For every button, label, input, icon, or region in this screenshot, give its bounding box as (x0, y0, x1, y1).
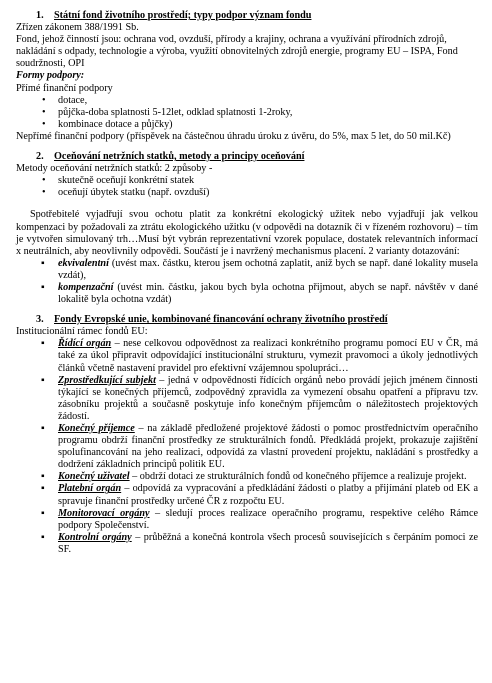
institution-text: – odpovídá za vypracování a předkládání žádosti o platby a přijímání plateb od EK a spravuje finanční prostředky určené ČR z rozpočtu EU. (58, 483, 478, 507)
list-item: • oceňují úbytek statku (např. ovzduší) (16, 187, 478, 199)
institution-term: Platební orgán (58, 483, 122, 495)
institution-term: Konečný uživatel (58, 471, 130, 483)
s2-paragraph: Spotřebitelé vyjadřují svou ochotu platit za konkrétní ekologický užitek nebo vyjadřují jak velkou kompenzaci by požadovali za ztrátu ekologického užitku (v odpovědi na dotazník či v řízeném rozhovoru) – tím je vytvořen simulovaný trh…Musí být vybrán reprezentativní vzorek populace, dostatek relevantních informací x neutrálních, aby neovlivnily odpovědi. Součástí je i navržený mechanismus placení. 2 varianty dotazování: (16, 209, 478, 257)
variant-term: kompenzační (58, 281, 114, 293)
list-item (16, 508, 478, 532)
institution-text: – sledují proces realizace operačního programu, respektive celého Rámce podpory Společenství. (58, 507, 478, 531)
section-1-title: Státní fond životního prostředí; typy podpor význam fondu (54, 10, 312, 21)
variant-term: ekvivalentní (58, 257, 109, 269)
list-item (16, 483, 478, 507)
s2-variant-list (16, 258, 478, 306)
section-2 (16, 151, 478, 306)
s1-line-2: Fond, jehož činností jsou: ochrana vod, ovzduší, přírody a krajiny, ochrana a využívání přírodních zdrojů, nakládání s odpady, technologie a výroba, využití obnovitelných zdrojů energie, programy EU – ISPA, Fond soudržnosti, OPI (16, 34, 458, 70)
institution-term: Monitorovací orgány (58, 507, 150, 519)
institution-term: Konečný příjemce (58, 423, 135, 434)
list-item (16, 258, 478, 282)
list-item: • půjčka-doba splatnosti 5-12let, odklad splatnosti 1-2roky, (16, 107, 478, 119)
section-3-number: 3. (36, 314, 44, 326)
list-item (16, 282, 478, 306)
s2-bullet-list (16, 175, 478, 199)
variant-text: (uvést max. částku, kterou jsem ochotná zaplatit, aniž bych se např. dané lokality musela vzdát), (58, 257, 478, 281)
institution-text: – jedná v odpovědnosti řídících orgánů nebo provádí jejich jménem činnosti týkající se konečných příjemců, zodpovědný zpravidla za vymezení obsahu opatření a přípravu tzv. zásobníku projektů a současně poskytuje info konečným příjemcům o náležitostech projektových žádostí. (58, 374, 478, 422)
s3-institution-list (16, 338, 478, 556)
s3-line-1: Institucionální rámec fondů EU: (16, 326, 148, 338)
section-3 (16, 314, 478, 556)
section-2-title: Oceňování netržních statků, metody a principy oceňování (54, 151, 305, 163)
institution-text: – nese celkovou odpovědnost za realizaci konkrétního programu pomocí EU v ČR, má také za úkol připravit odpovídající institucionální strukturu, vymezit pravomoci a úkoly jednotlivých článků včetně nastavení pravidel pro efektivní vzájemnou spolupráci… (58, 338, 478, 374)
list-item (16, 423, 478, 471)
institution-term: Kontrolní orgány (58, 531, 132, 543)
list-item: • kombinace dotace a půjčky) (16, 119, 478, 131)
s2-line-1: Metody oceňování netržních statků: 2 způsoby - (16, 163, 213, 175)
list-item (16, 375, 478, 423)
institution-term: Zprostředkující subjekt (58, 374, 156, 386)
section-3-title: Fondy Evropské unie, kombinované financování ochrany životního prostředí (54, 314, 388, 326)
list-item (16, 532, 478, 556)
institution-text: – obdrží dotaci ze strukturálních fondů od konečného příjemce a realizuje projekt. (129, 471, 467, 483)
s1-bullet-list (16, 95, 478, 131)
institution-term: Řídící orgán (58, 338, 112, 350)
section-1-heading (36, 10, 478, 22)
list-item (16, 471, 478, 483)
section-2-heading (36, 151, 478, 163)
s1-forms-heading: Formy podpory: (16, 70, 85, 82)
s1-indirect-support: Nepřímé finanční podpory (příspěvek na částečnou úhradu úroku z úvěru, do 5%, max 5 let, do 50 mil.Kč) (16, 130, 451, 142)
s1-line-1: Zřízen zákonem 388/1991 Sb. (16, 22, 139, 34)
institution-text: – na základě předložené projektové žádosti o pomoc prostřednictvím operačního programu obdrží finanční prostředky ze strukturálních fondů. Předkládá projekt, prokazuje zajištění spolufinancování na jeho realizaci, odpovídá za vlastní provedení projektu, nakládání s prostředky a dodržení základních principů politik EU. (58, 423, 478, 471)
variant-text: (uvést min. částku, jakou bych byla ochotna přijmout, abych se např. návštěv v dané lokalitě byla ochotna vzdát) (58, 281, 478, 306)
section-3-heading (36, 314, 478, 326)
list-item: • skutečně oceňují konkrétní statek (16, 175, 478, 187)
s1-direct-support: Přímé finanční podpory (16, 82, 113, 94)
list-item: • dotace, (16, 95, 478, 107)
section-1 (16, 10, 478, 143)
list-item (16, 338, 478, 374)
institution-text: – průběžná a konečná kontrola všech procesů souvisejících s čerpáním pomoci ze SF. (58, 531, 478, 555)
section-1-number: 1. (36, 10, 44, 21)
section-2-number: 2. (36, 151, 44, 163)
